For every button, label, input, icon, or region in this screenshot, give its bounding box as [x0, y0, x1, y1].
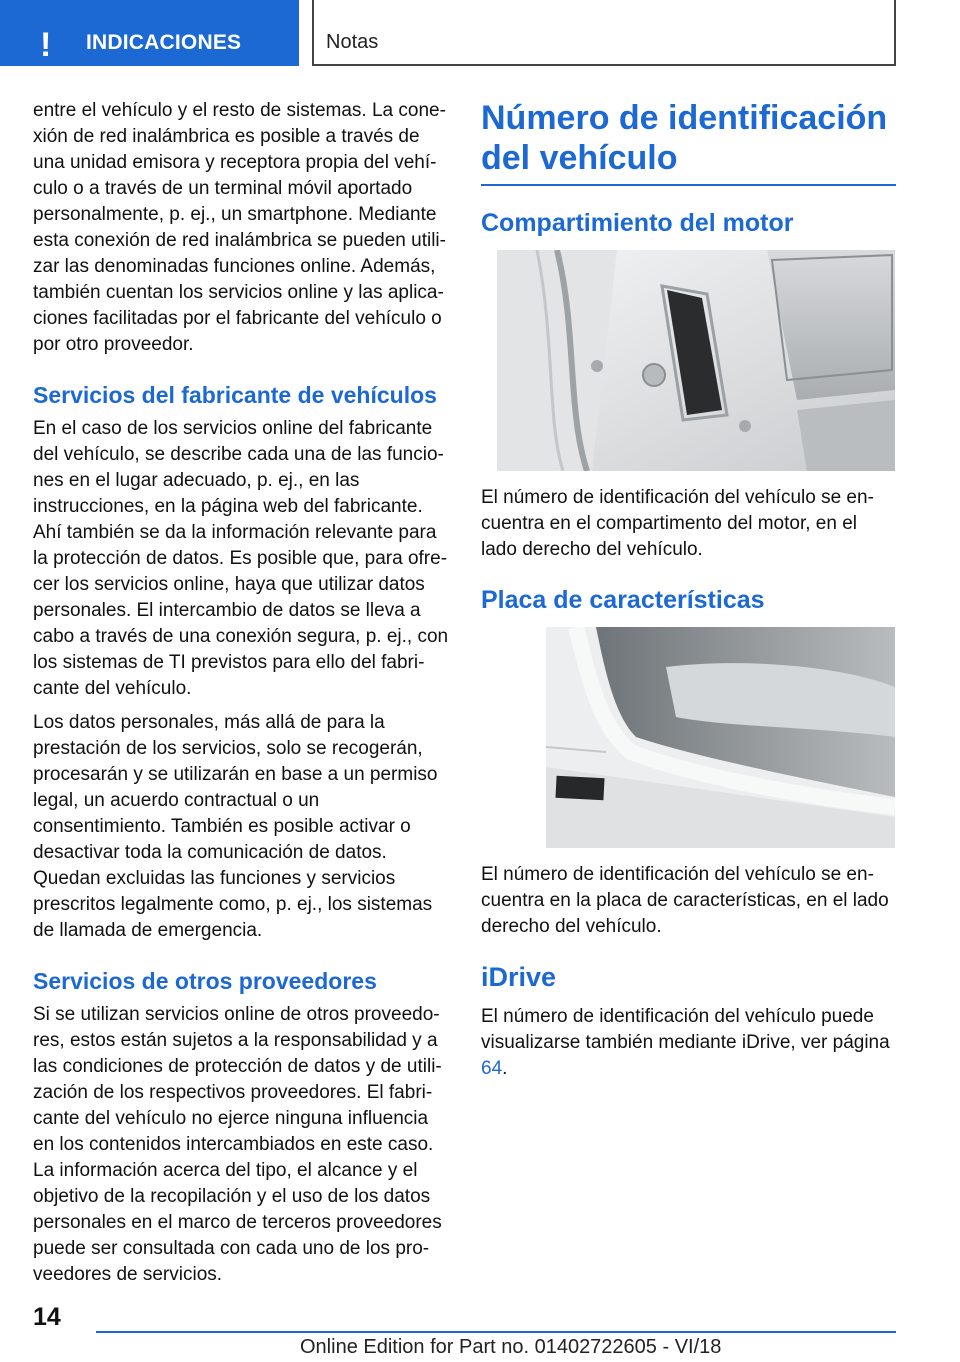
heading-manufacturer-services: Servicios del fabricante de vehículos [33, 382, 437, 408]
paragraph-manufacturer-1: En el caso de los servicios online del fabricante del vehículo, se describe cada una de las funciones en el lugar adecuado, p. ej., en las instrucciones, en la página web del fabricante. Ahí también se da la información relevante para la protección de datos. Es posible que, para ofrecer los servicios online, haya que utilizar datos personales. El intercambio de datos se lleva a cabo a través de una conexión segura, p. ej., con los sistemas de TI previstos para ello del fabricante del vehículo. [33, 418, 449, 699]
heading-vin: Número de identificación del vehículo [481, 99, 888, 177]
type-plate-photo [546, 627, 895, 848]
edition-footer: Online Edition for Part no. 01402722605 - VI/18 [300, 1336, 722, 1358]
subsection-tab[interactable] [312, 0, 896, 66]
paragraph-manufacturer-2: Los datos personales, más allá de para la prestación de los servicios, solo se recogerán, procesarán y se utilizarán en base a un permiso legal, un acuerdo contractual o un consentimiento. También es posible activar o desactivar toda la comunicación de datos. Quedan excluidas las funciones y servicios prescritos legalmente como, p. ej., los sistemas de llamada de emergencia. [33, 712, 438, 941]
heading-other-providers: Servicios de otros proveedores [33, 968, 377, 994]
heading-divider [481, 184, 896, 186]
heading-type-plate: Placa de características [481, 586, 765, 614]
right-column [481, 98, 896, 1090]
page-reference-link[interactable]: 64 [481, 1058, 503, 1079]
engine-compartment-photo [497, 250, 895, 471]
paragraph-intro: entre el vehículo y el resto de sistemas. La conexión de red inalámbrica es posible a través de una unidad emisora y receptora propia del vehículo o a través de un terminal móvil aportado personalmente, p. ej., un smartphone. Mediante esta conexión de red inalámbrica se pueden utilizar las denominadas funciones online. Además, también cuentan los servicios online y las aplicaciones facilitadas por el fabricante del vehículo o por otro proveedor. [33, 100, 446, 355]
section-title: INDICACIONES [86, 31, 242, 54]
paragraph-other-providers: Si se utilizan servicios online de otros proveedores, estos están sujetos a la responsabilidad y a las condiciones de protección de datos y de utilización de los respectivos proveedores. El fabricante del vehículo no ejerce ninguna influencia en los contenidos intercambiados en este caso. La información acerca del tipo, el alcance y el objetivo de la recopilación y el uso de los datos personales en el marco de terceros proveedores puede ser consultada con cada uno de los proveedores de servicios. [33, 1004, 442, 1285]
heading-idrive: iDrive [481, 962, 557, 992]
subsection-title: Notas [326, 31, 379, 53]
exclamation-icon: ! [40, 26, 52, 64]
page-number: 14 [33, 1303, 61, 1331]
heading-engine-compartment: Compartimiento del motor [481, 209, 794, 237]
section-tab[interactable] [0, 0, 299, 66]
paragraph-engine-compartment: El número de identificación del vehículo se encuentra en el compartimento del motor, en el lado derecho del vehículo. [481, 487, 874, 560]
idrive-period: . [502, 1058, 508, 1079]
footer-divider [96, 1331, 896, 1333]
idrive-text: El número de identificación del vehículo puede visualizarse también mediante iDrive, ver página [481, 1006, 890, 1053]
paragraph-idrive [481, 1004, 896, 1082]
type-plate-illustration [546, 627, 895, 848]
engine-compartment-illustration [497, 250, 895, 471]
left-column [33, 98, 449, 1296]
paragraph-type-plate: El número de identificación del vehículo se encuentra en la placa de características, en el lado derecho del vehículo. [481, 864, 889, 937]
